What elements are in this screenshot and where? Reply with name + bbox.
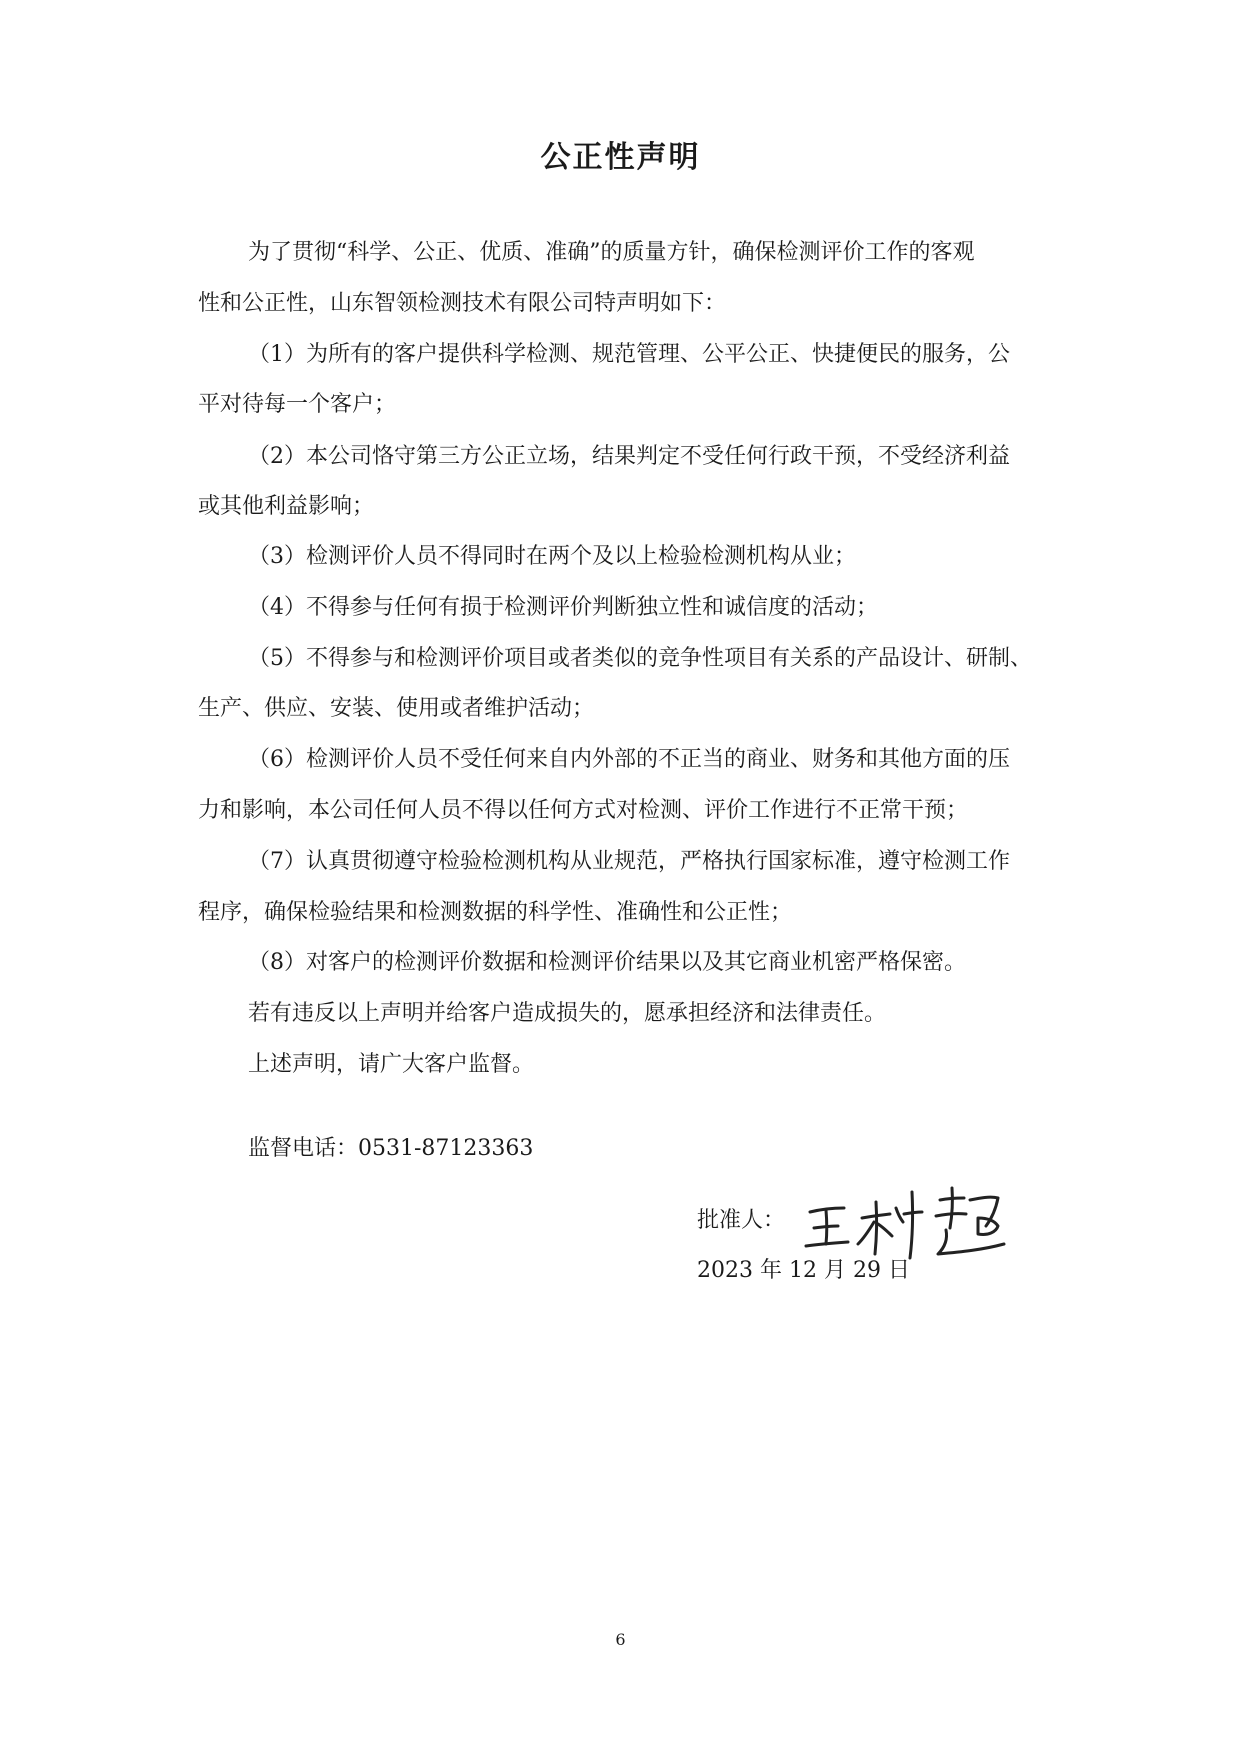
approver-label: 批准人： — [697, 1208, 786, 1233]
clause-3: （3）检测评价人员不得同时在两个及以上检验检测机构从业； — [248, 544, 856, 569]
liability-statement: 若有违反以上声明并给客户造成损失的，愿承担经济和法律责任。 — [248, 1001, 887, 1026]
supervision-request: 上述声明，请广大客户监督。 — [248, 1052, 535, 1077]
statement-intro-line-1: 为了贯彻“科学、公正、优质、准确”的质量方针，确保检测评价工作的客观 — [248, 240, 975, 265]
supervision-phone: 监督电话：0531-87123363 — [248, 1136, 534, 1161]
statement-intro-line-2: 性和公正性，山东智领检测技术有限公司特声明如下： — [198, 291, 727, 316]
clause-8: （8）对客户的检测评价数据和检测评价结果以及其它商业机密严格保密。 — [248, 950, 966, 975]
clause-5-line-1: （5）不得参与和检测评价项目或者类似的竞争性项目有关系的产品设计、研制、 — [248, 646, 1032, 671]
clause-2-line-2: 或其他利益影响； — [198, 494, 375, 519]
clause-7-line-1: （7）认真贯彻遵守检验检测机构从业规范，严格执行国家标准，遵守检测工作 — [248, 849, 1010, 874]
clause-6-line-2: 力和影响，本公司任何人员不得以任何方式对检测、评价工作进行不正常干预； — [198, 798, 969, 823]
approval-date: 2023 年 12 月 29 日 — [697, 1258, 910, 1283]
clause-2-line-1: （2）本公司恪守第三方公正立场，结果判定不受任何行政干预，不受经济利益 — [248, 444, 1010, 469]
page-title: 公正性声明 — [540, 140, 701, 175]
clause-6-line-1: （6）检测评价人员不受任何来自内外部的不正当的商业、财务和其他方面的压 — [248, 747, 1010, 772]
page-number: 6 — [615, 1630, 626, 1649]
clause-1-line-1: （1）为所有的客户提供科学检测、规范管理、公平公正、快捷便民的服务，公 — [248, 342, 1010, 367]
clause-1-line-2: 平对待每一个客户； — [198, 392, 397, 417]
clause-7-line-2: 程序，确保检验结果和检测数据的科学性、准确性和公正性； — [198, 900, 793, 925]
clause-4: （4）不得参与任何有损于检测评价判断独立性和诚信度的活动； — [248, 595, 878, 620]
clause-5-line-2: 生产、供应、安装、使用或者维护活动； — [198, 696, 595, 721]
